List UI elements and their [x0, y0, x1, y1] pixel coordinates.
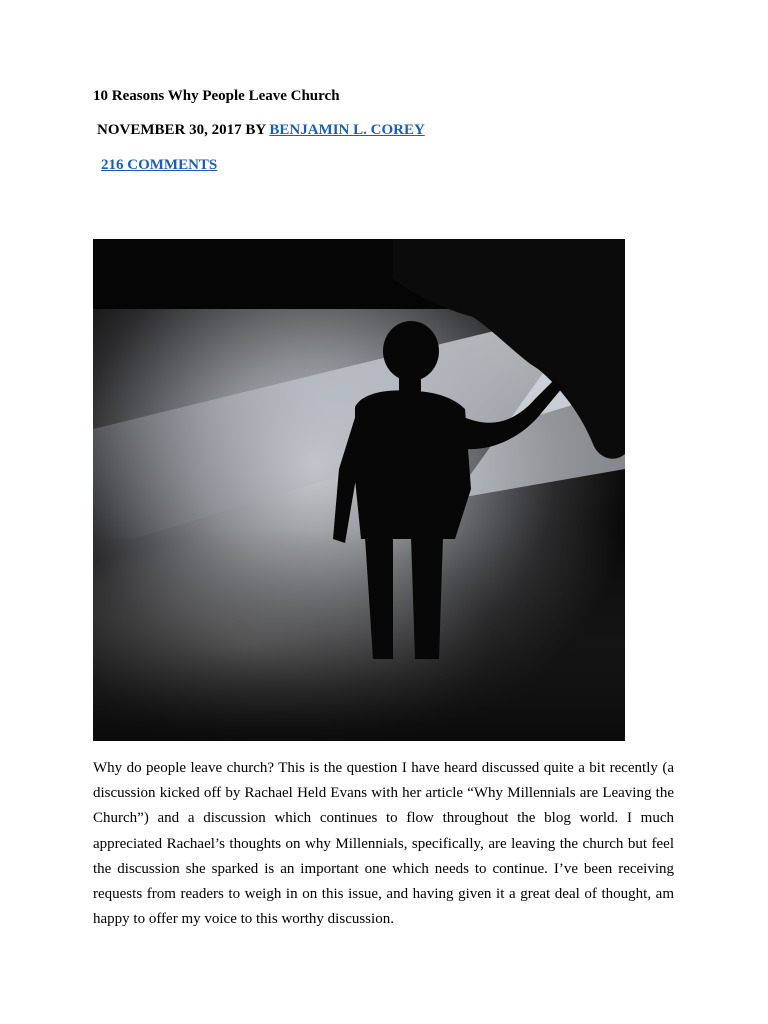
- post-date: NOVEMBER 30, 2017 BY: [97, 122, 266, 138]
- comments-row: [101, 155, 217, 175]
- article-title: 10 Reasons Why People Leave Church: [93, 88, 340, 104]
- comments-link[interactable]: 216 COMMENTS: [101, 157, 218, 173]
- article-photo: [93, 239, 625, 741]
- silhouette-in-cave-image: [93, 239, 625, 741]
- author-link[interactable]: BENJAMIN L. COREY: [269, 122, 425, 138]
- byline: [97, 120, 425, 140]
- article-paragraph: Why do people leave church? This is the question I have heard discussed quite a bit recently (a discussion kicked off by Rachael Held Evans with her article “Why Millennials are Leaving the Church”) and a discussion which continues to flow throughout the blog world. I much appreciated Rachael’s thoughts on why Millennials, specifically, are leaving the church but feel the discussion she sparked is an important one which needs to continue. I’ve been receiving requests from readers to weigh in on this issue, and having given it a great deal of thought, am happy to offer my voice to this worthy discussion.: [93, 760, 674, 928]
